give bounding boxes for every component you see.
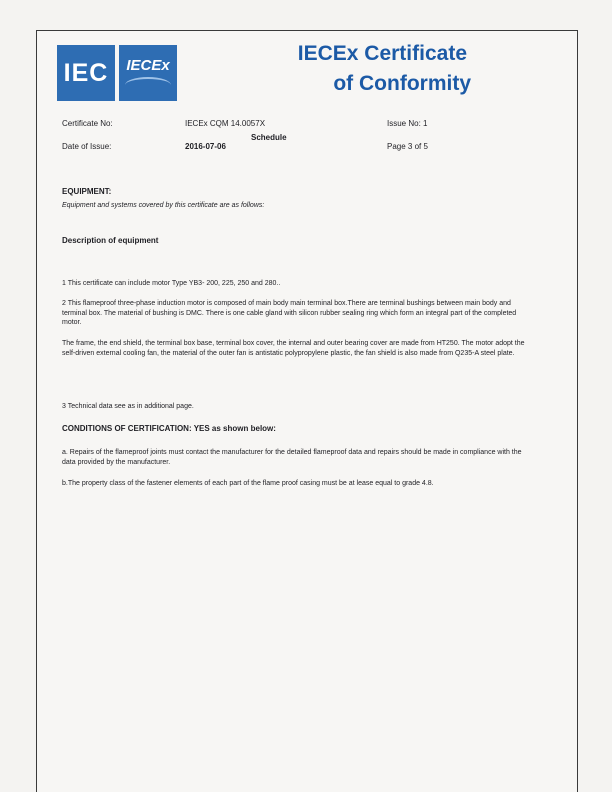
title-line-2: of Conformity — [333, 72, 471, 95]
equipment-paragraph-3: The frame, the end shield, the terminal box base, terminal box cover, the internal and outer bearing cover are made from HT250. The motor adopt the self-driven external cooling fan, the material of the outer fan is antistatic polypropylene plastic, the fan shield is also made from Q235-A steel plate. — [62, 340, 525, 357]
cert-value: IECEx CQM 14.0057X — [185, 119, 266, 128]
description-heading: Description of equipment — [62, 236, 159, 245]
condition-a: a. Repairs of the flameproof joints must contact the manufacturer for the detailed flameproof data and repairs should be made in compliance with the data provided by the manufacturer. — [62, 449, 522, 466]
iec-logo-text: IEC — [63, 58, 109, 87]
page-title — [297, 39, 471, 99]
equipment-paragraph-2: 2 This flameproof three-phase induction motor is composed of main body main terminal box.There are terminal bushings between main body and terminal box. The material of bushing is DMC. There is one cable gland with silicon rubber sealing ring which form an integral part of the completed motor. — [62, 300, 517, 326]
title-line-1: IECEx Certificate — [297, 42, 467, 65]
date-value: 2016-07-06 — [185, 142, 226, 151]
iec-logo — [57, 45, 115, 101]
equipment-paragraph-4: 3 Technical data see as in additional page. — [62, 403, 194, 410]
page-number: Page 3 of 5 — [387, 142, 428, 151]
schedule-heading: Schedule — [251, 133, 287, 142]
cert-label: Certificate No: — [62, 119, 113, 128]
swoosh-icon — [125, 77, 171, 93]
equipment-intro: Equipment and systems covered by this certificate are as follows: — [62, 202, 265, 209]
conditions-heading: CONDITIONS OF CERTIFICATION: YES as shown below: — [62, 424, 276, 433]
equipment-paragraph-1: 1 This certificate can include motor Type YB3- 200, 225, 250 and 280.. — [62, 280, 281, 287]
date-label: Date of Issue: — [62, 142, 112, 151]
equipment-heading: EQUIPMENT: — [62, 187, 112, 196]
iecex-logo-text: IECEx — [126, 57, 170, 74]
condition-b: b.The property class of the fastener elements of each part of the flame proof casing must be at lease equal to grade 4.8. — [62, 480, 434, 487]
iecex-logo — [119, 45, 177, 101]
issue-label: Issue No: 1 — [387, 119, 428, 128]
